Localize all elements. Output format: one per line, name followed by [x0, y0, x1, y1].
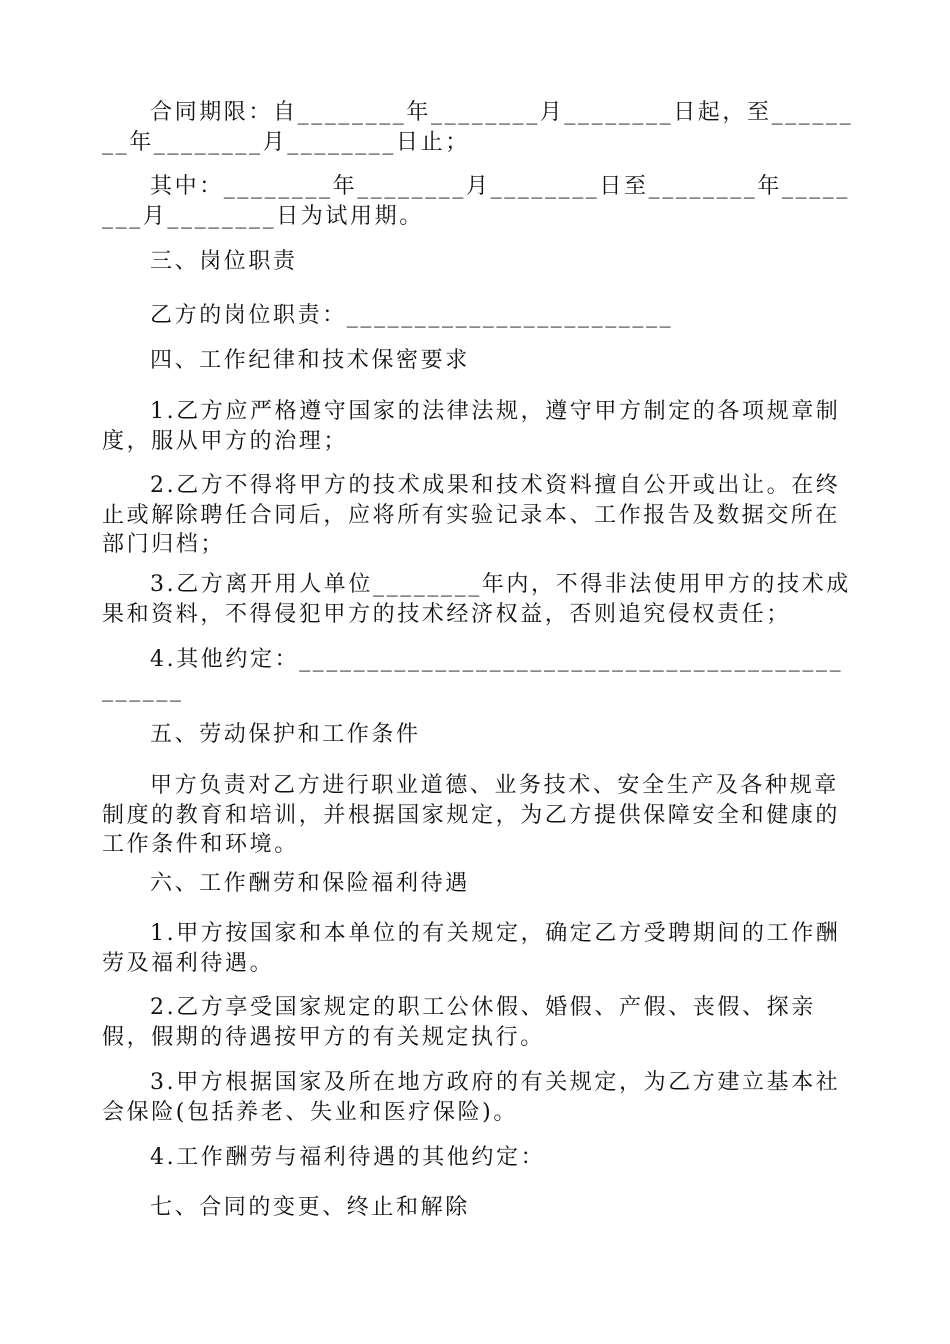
discipline-item-4: 4.其他约定：______________________________________________ [102, 647, 844, 702]
labor-protection-paragraph: 甲方负责对乙方进行职业道德、业务技术、安全生产及各种规章制度的教育和培训，并根据国家规定，为乙方提供保障安全和健康的工作条件和环境。 [102, 773, 841, 857]
compensation-item-1: 1.甲方按国家和本单位的有关规定，确定乙方受聘期间的工作酬劳及福利待遇。 [102, 921, 841, 976]
job-duties-paragraph: 乙方的岗位职责：________________________ [150, 303, 674, 328]
compensation-item-2: 2.乙方享受国家规定的职工公休假、婚假、产假、丧假、探亲假，假期的待遇按甲方的有关规定执行。 [102, 995, 816, 1050]
probation-period-paragraph: 其中：________年________月________日至________年________月________日为试用期。 [102, 174, 851, 229]
compensation-item-3: 3.甲方根据国家及所在地方政府的有关规定，为乙方建立基本社会保险(包括养老、失业和医疗保险)。 [102, 1070, 841, 1125]
section-heading-6: 六、工作酬劳和保险福利待遇 [150, 871, 470, 896]
contract-term-paragraph: 合同期限：自________年________月________日起，至________年________月________日止； [102, 100, 854, 155]
section-heading-4: 四、工作纪律和技术保密要求 [150, 348, 470, 373]
compensation-item-4: 4.工作酬劳与福利待遇的其他约定： [150, 1145, 546, 1170]
section-heading-3: 三、岗位职责 [150, 249, 298, 274]
section-heading-5: 五、劳动保护和工作条件 [150, 722, 421, 747]
section-heading-7: 七、合同的变更、终止和解除 [150, 1195, 470, 1220]
discipline-item-2: 2.乙方不得将甲方的技术成果和技术资料擅自公开或出让。在终止或解除聘任合同后，应将所有实验记录本、工作报告及数据交所在部门归档； [102, 473, 841, 557]
discipline-item-3: 3.乙方离开用人单位________年内，不得非法使用甲方的技术成果和资料，不得侵犯甲方的技术经济权益，否则追究侵权责任； [102, 572, 851, 627]
discipline-item-1: 1.乙方应严格遵守国家的法律法规，遵守甲方制定的各项规章制度，服从甲方的治理； [102, 399, 841, 454]
